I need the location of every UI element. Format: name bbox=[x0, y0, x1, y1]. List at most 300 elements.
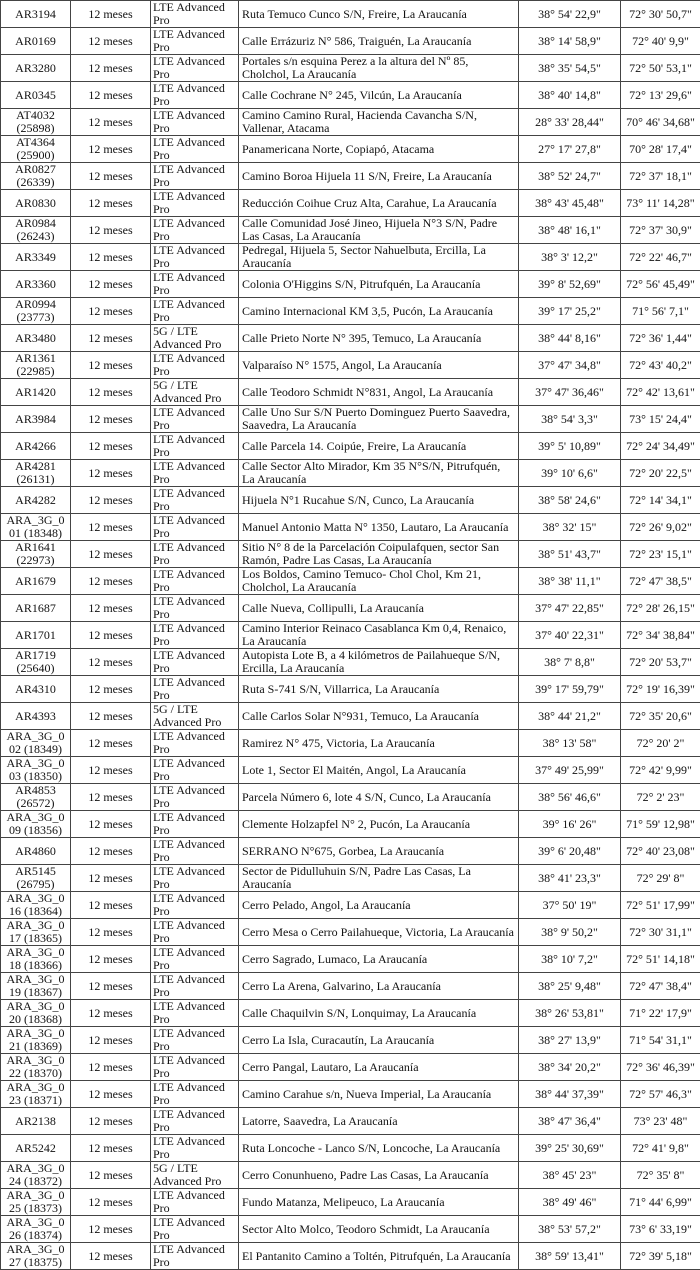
longitude-cell: 71° 22' 17,9" bbox=[621, 1000, 700, 1027]
table-row bbox=[1, 784, 700, 811]
technology-cell: LTE Advanced Pro bbox=[151, 298, 239, 325]
latitude-cell: 39° 25' 30,69" bbox=[519, 1135, 621, 1162]
site-code-cell: AR5145 (26795) bbox=[1, 865, 71, 892]
latitude-cell: 38° 25' 9,48" bbox=[519, 973, 621, 1000]
latitude-cell: 38° 51' 43,7" bbox=[519, 541, 621, 568]
contract-term-cell: 12 meses bbox=[71, 622, 151, 649]
site-code-cell: ARA_3G_0 02 (18349) bbox=[1, 730, 71, 757]
contract-term-cell: 12 meses bbox=[71, 865, 151, 892]
contract-term-cell: 12 meses bbox=[71, 703, 151, 730]
contract-term-cell: 12 meses bbox=[71, 271, 151, 298]
table-row bbox=[1, 1000, 700, 1027]
table-row bbox=[1, 514, 700, 541]
address-cell: Hijuela N°1 Rucahue S/N, Cunco, La Araucanía bbox=[239, 487, 519, 514]
address-cell: Camino Interior Reinaco Casablanca Km 0,4, Renaico, La Araucanía bbox=[239, 622, 519, 649]
technology-cell: 5G / LTE Advanced Pro bbox=[151, 379, 239, 406]
contract-term-cell: 12 meses bbox=[71, 973, 151, 1000]
address-cell: Manuel Antonio Matta N° 1350, Lautaro, La Araucanía bbox=[239, 514, 519, 541]
site-code-cell: ARA_3G_0 27 (18375) bbox=[1, 1243, 71, 1270]
longitude-cell: 72° 14' 34,1" bbox=[621, 487, 700, 514]
site-code-cell: AR3194 bbox=[1, 1, 71, 28]
address-cell: Ruta S-741 S/N, Villarrica, La Araucanía bbox=[239, 676, 519, 703]
site-code-cell: AR1641 (22973) bbox=[1, 541, 71, 568]
site-code-cell: AR0345 bbox=[1, 82, 71, 109]
table-row bbox=[1, 217, 700, 244]
latitude-cell: 38° 7' 8,8" bbox=[519, 649, 621, 676]
address-cell: Panamericana Norte, Copiapó, Atacama bbox=[239, 136, 519, 163]
technology-cell: LTE Advanced Pro bbox=[151, 1216, 239, 1243]
latitude-cell: 38° 49' 46" bbox=[519, 1189, 621, 1216]
address-cell: Calle Teodoro Schmidt N°831, Angol, La Araucanía bbox=[239, 379, 519, 406]
latitude-cell: 39° 17' 25,2" bbox=[519, 298, 621, 325]
site-code-cell: AR1361 (22985) bbox=[1, 352, 71, 379]
contract-term-cell: 12 meses bbox=[71, 487, 151, 514]
technology-cell: LTE Advanced Pro bbox=[151, 784, 239, 811]
site-code-cell: AR4281 (26131) bbox=[1, 460, 71, 487]
latitude-cell: 38° 44' 21,2" bbox=[519, 703, 621, 730]
longitude-cell: 72° 57' 46,3" bbox=[621, 1081, 700, 1108]
site-code-cell: AR1719 (25640) bbox=[1, 649, 71, 676]
address-cell: Calle Chaquilvin S/N, Lonquimay, La Araucanía bbox=[239, 1000, 519, 1027]
address-cell: SERRANO N°675, Gorbea, La Araucanía bbox=[239, 838, 519, 865]
technology-cell: LTE Advanced Pro bbox=[151, 649, 239, 676]
longitude-cell: 72° 19' 16,39" bbox=[621, 676, 700, 703]
longitude-cell: 72° 47' 38,5" bbox=[621, 568, 700, 595]
contract-term-cell: 12 meses bbox=[71, 1135, 151, 1162]
contract-term-cell: 12 meses bbox=[71, 838, 151, 865]
contract-term-cell: 12 meses bbox=[71, 109, 151, 136]
sites-table-body bbox=[1, 1, 700, 1270]
address-cell: Calle Comunidad José Jineo, Hijuela N°3 S/N, Padre Las Casas, La Araucanía bbox=[239, 217, 519, 244]
latitude-cell: 39° 16' 26" bbox=[519, 811, 621, 838]
address-cell: Camino Boroa Hijuela 11 S/N, Freire, La Araucanía bbox=[239, 163, 519, 190]
site-code-cell: ARA_3G_0 17 (18365) bbox=[1, 919, 71, 946]
technology-cell: LTE Advanced Pro bbox=[151, 595, 239, 622]
longitude-cell: 72° 2' 23" bbox=[621, 784, 700, 811]
address-cell: Portales s/n esquina Perez a la altura del Nº 85, Cholchol, La Araucanía bbox=[239, 55, 519, 82]
contract-term-cell: 12 meses bbox=[71, 406, 151, 433]
longitude-cell: 72° 51' 17,99" bbox=[621, 892, 700, 919]
longitude-cell: 72° 30' 50,7" bbox=[621, 1, 700, 28]
technology-cell: 5G / LTE Advanced Pro bbox=[151, 325, 239, 352]
latitude-cell: 38° 59' 13,41" bbox=[519, 1243, 621, 1270]
latitude-cell: 37° 47' 22,85" bbox=[519, 595, 621, 622]
table-row bbox=[1, 1162, 700, 1189]
longitude-cell: 72° 51' 14,18" bbox=[621, 946, 700, 973]
address-cell: Camino Camino Rural, Hacienda Cavancha S/N, Vallenar, Atacama bbox=[239, 109, 519, 136]
contract-term-cell: 12 meses bbox=[71, 325, 151, 352]
address-cell: Fundo Matanza, Melipeuco, La Araucanía bbox=[239, 1189, 519, 1216]
latitude-cell: 38° 38' 11,1" bbox=[519, 568, 621, 595]
latitude-cell: 37° 49' 25,99" bbox=[519, 757, 621, 784]
contract-term-cell: 12 meses bbox=[71, 811, 151, 838]
technology-cell: LTE Advanced Pro bbox=[151, 757, 239, 784]
site-code-cell: ARA_3G_0 03 (18350) bbox=[1, 757, 71, 784]
technology-cell: LTE Advanced Pro bbox=[151, 541, 239, 568]
latitude-cell: 38° 52' 24,7" bbox=[519, 163, 621, 190]
table-row bbox=[1, 865, 700, 892]
site-code-cell: ARA_3G_0 20 (18368) bbox=[1, 1000, 71, 1027]
latitude-cell: 38° 41' 23,3" bbox=[519, 865, 621, 892]
longitude-cell: 72° 20' 2" bbox=[621, 730, 700, 757]
contract-term-cell: 12 meses bbox=[71, 946, 151, 973]
table-row bbox=[1, 1054, 700, 1081]
latitude-cell: 38° 26' 53,81" bbox=[519, 1000, 621, 1027]
longitude-cell: 72° 24' 34,49" bbox=[621, 433, 700, 460]
site-code-cell: ARA_3G_0 18 (18366) bbox=[1, 946, 71, 973]
table-row bbox=[1, 1, 700, 28]
longitude-cell: 72° 40' 9,9" bbox=[621, 28, 700, 55]
technology-cell: LTE Advanced Pro bbox=[151, 622, 239, 649]
latitude-cell: 38° 44' 37,39" bbox=[519, 1081, 621, 1108]
address-cell: Lote 1, Sector El Maitén, Angol, La Araucanía bbox=[239, 757, 519, 784]
technology-cell: LTE Advanced Pro bbox=[151, 973, 239, 1000]
site-code-cell: AR0830 bbox=[1, 190, 71, 217]
longitude-cell: 72° 40' 23,08" bbox=[621, 838, 700, 865]
longitude-cell: 71° 44' 6,99" bbox=[621, 1189, 700, 1216]
site-code-cell: AR4393 bbox=[1, 703, 71, 730]
contract-term-cell: 12 meses bbox=[71, 217, 151, 244]
address-cell: Autopista Lote B, a 4 kilómetros de Pailahueque S/N, Ercilla, La Araucanía bbox=[239, 649, 519, 676]
table-row bbox=[1, 82, 700, 109]
latitude-cell: 38° 44' 8,16" bbox=[519, 325, 621, 352]
technology-cell: LTE Advanced Pro bbox=[151, 838, 239, 865]
address-cell: Calle Parcela 14. Coipúe, Freire, La Araucanía bbox=[239, 433, 519, 460]
address-cell: Cerro La Arena, Galvarino, La Araucanía bbox=[239, 973, 519, 1000]
technology-cell: LTE Advanced Pro bbox=[151, 487, 239, 514]
longitude-cell: 72° 35' 20,6" bbox=[621, 703, 700, 730]
table-row bbox=[1, 136, 700, 163]
site-code-cell: AR4266 bbox=[1, 433, 71, 460]
latitude-cell: 38° 27' 13,9" bbox=[519, 1027, 621, 1054]
table-row bbox=[1, 460, 700, 487]
longitude-cell: 70° 28' 17,4" bbox=[621, 136, 700, 163]
latitude-cell: 38° 34' 20,2" bbox=[519, 1054, 621, 1081]
site-code-cell: ARA_3G_0 21 (18369) bbox=[1, 1027, 71, 1054]
latitude-cell: 38° 9' 50,2" bbox=[519, 919, 621, 946]
latitude-cell: 39° 6' 20,48" bbox=[519, 838, 621, 865]
contract-term-cell: 12 meses bbox=[71, 1162, 151, 1189]
technology-cell: 5G / LTE Advanced Pro bbox=[151, 1162, 239, 1189]
technology-cell: 5G / LTE Advanced Pro bbox=[151, 703, 239, 730]
table-row bbox=[1, 487, 700, 514]
technology-cell: LTE Advanced Pro bbox=[151, 1189, 239, 1216]
contract-term-cell: 12 meses bbox=[71, 1000, 151, 1027]
table-row bbox=[1, 109, 700, 136]
address-cell: Colonia O'Higgins S/N, Pitrufquén, La Araucanía bbox=[239, 271, 519, 298]
table-row bbox=[1, 730, 700, 757]
table-row bbox=[1, 433, 700, 460]
table-row bbox=[1, 703, 700, 730]
technology-cell: LTE Advanced Pro bbox=[151, 568, 239, 595]
technology-cell: LTE Advanced Pro bbox=[151, 514, 239, 541]
table-row bbox=[1, 838, 700, 865]
site-code-cell: AR3480 bbox=[1, 325, 71, 352]
table-row bbox=[1, 811, 700, 838]
longitude-cell: 71° 56' 7,1" bbox=[621, 298, 700, 325]
site-code-cell: AT4032 (25898) bbox=[1, 109, 71, 136]
address-cell: Calle Sector Alto Mirador, Km 35 N°S/N, Pitrufquén, La Araucanía bbox=[239, 460, 519, 487]
contract-term-cell: 12 meses bbox=[71, 55, 151, 82]
site-code-cell: AR0169 bbox=[1, 28, 71, 55]
contract-term-cell: 12 meses bbox=[71, 1027, 151, 1054]
contract-term-cell: 12 meses bbox=[71, 1081, 151, 1108]
address-cell: Cerro Pelado, Angol, La Araucanía bbox=[239, 892, 519, 919]
technology-cell: LTE Advanced Pro bbox=[151, 190, 239, 217]
longitude-cell: 72° 34' 38,84" bbox=[621, 622, 700, 649]
site-code-cell: AT4364 (25900) bbox=[1, 136, 71, 163]
contract-term-cell: 12 meses bbox=[71, 595, 151, 622]
longitude-cell: 71° 59' 12,98" bbox=[621, 811, 700, 838]
technology-cell: LTE Advanced Pro bbox=[151, 1135, 239, 1162]
longitude-cell: 70° 46' 34,68" bbox=[621, 109, 700, 136]
contract-term-cell: 12 meses bbox=[71, 298, 151, 325]
contract-term-cell: 12 meses bbox=[71, 1108, 151, 1135]
table-row bbox=[1, 1189, 700, 1216]
table-row bbox=[1, 1216, 700, 1243]
longitude-cell: 72° 56' 45,49" bbox=[621, 271, 700, 298]
contract-term-cell: 12 meses bbox=[71, 1243, 151, 1270]
address-cell: Camino Carahue s/n, Nueva Imperial, La Araucanía bbox=[239, 1081, 519, 1108]
contract-term-cell: 12 meses bbox=[71, 82, 151, 109]
contract-term-cell: 12 meses bbox=[71, 919, 151, 946]
latitude-cell: 38° 40' 14,8" bbox=[519, 82, 621, 109]
longitude-cell: 73° 15' 24,4" bbox=[621, 406, 700, 433]
longitude-cell: 72° 36' 46,39" bbox=[621, 1054, 700, 1081]
table-row bbox=[1, 163, 700, 190]
site-code-cell: AR4282 bbox=[1, 487, 71, 514]
contract-term-cell: 12 meses bbox=[71, 379, 151, 406]
table-row bbox=[1, 676, 700, 703]
table-row bbox=[1, 325, 700, 352]
contract-term-cell: 12 meses bbox=[71, 244, 151, 271]
contract-term-cell: 12 meses bbox=[71, 514, 151, 541]
contract-term-cell: 12 meses bbox=[71, 541, 151, 568]
technology-cell: LTE Advanced Pro bbox=[151, 217, 239, 244]
address-cell: Cerro La Isla, Curacautín, La Araucanía bbox=[239, 1027, 519, 1054]
address-cell: Calle Nueva, Collipulli, La Araucanía bbox=[239, 595, 519, 622]
contract-term-cell: 12 meses bbox=[71, 1, 151, 28]
contract-term-cell: 12 meses bbox=[71, 1189, 151, 1216]
contract-term-cell: 12 meses bbox=[71, 163, 151, 190]
technology-cell: LTE Advanced Pro bbox=[151, 82, 239, 109]
technology-cell: LTE Advanced Pro bbox=[151, 1243, 239, 1270]
latitude-cell: 38° 10' 7,2" bbox=[519, 946, 621, 973]
latitude-cell: 38° 58' 24,6" bbox=[519, 487, 621, 514]
latitude-cell: 38° 53' 57,2" bbox=[519, 1216, 621, 1243]
latitude-cell: 38° 54' 22,9" bbox=[519, 1, 621, 28]
longitude-cell: 72° 35' 8" bbox=[621, 1162, 700, 1189]
longitude-cell: 72° 39' 5,18" bbox=[621, 1243, 700, 1270]
longitude-cell: 72° 37' 18,1" bbox=[621, 163, 700, 190]
contract-term-cell: 12 meses bbox=[71, 892, 151, 919]
table-row bbox=[1, 595, 700, 622]
site-code-cell: AR3349 bbox=[1, 244, 71, 271]
address-cell: Latorre, Saavedra, La Araucanía bbox=[239, 1108, 519, 1135]
longitude-cell: 72° 50' 53,1" bbox=[621, 55, 700, 82]
site-code-cell: AR2138 bbox=[1, 1108, 71, 1135]
contract-term-cell: 12 meses bbox=[71, 757, 151, 784]
longitude-cell: 72° 36' 1,44" bbox=[621, 325, 700, 352]
latitude-cell: 38° 3' 12,2" bbox=[519, 244, 621, 271]
technology-cell: LTE Advanced Pro bbox=[151, 865, 239, 892]
address-cell: Calle Uno Sur S/N Puerto Dominguez Puerto Saavedra, Saavedra, La Araucanía bbox=[239, 406, 519, 433]
table-row bbox=[1, 946, 700, 973]
site-code-cell: ARA_3G_0 23 (18371) bbox=[1, 1081, 71, 1108]
site-code-cell: ARA_3G_0 09 (18356) bbox=[1, 811, 71, 838]
address-cell: Clemente Holzapfel N° 2, Pucón, La Araucanía bbox=[239, 811, 519, 838]
site-code-cell: AR4853 (26572) bbox=[1, 784, 71, 811]
technology-cell: LTE Advanced Pro bbox=[151, 919, 239, 946]
address-cell: Camino Internacional KM 3,5, Pucón, La Araucanía bbox=[239, 298, 519, 325]
technology-cell: LTE Advanced Pro bbox=[151, 811, 239, 838]
longitude-cell: 72° 42' 9,99" bbox=[621, 757, 700, 784]
technology-cell: LTE Advanced Pro bbox=[151, 730, 239, 757]
site-code-cell: AR1679 bbox=[1, 568, 71, 595]
table-row bbox=[1, 1108, 700, 1135]
technology-cell: LTE Advanced Pro bbox=[151, 1, 239, 28]
longitude-cell: 72° 43' 40,2" bbox=[621, 352, 700, 379]
table-row bbox=[1, 892, 700, 919]
technology-cell: LTE Advanced Pro bbox=[151, 1054, 239, 1081]
contract-term-cell: 12 meses bbox=[71, 190, 151, 217]
address-cell: Cerro Conunhueno, Padre Las Casas, La Araucanía bbox=[239, 1162, 519, 1189]
address-cell: Ruta Loncoche - Lanco S/N, Loncoche, La Araucanía bbox=[239, 1135, 519, 1162]
site-code-cell: ARA_3G_0 19 (18367) bbox=[1, 973, 71, 1000]
address-cell: Calle Prieto Norte N° 395, Temuco, La Araucanía bbox=[239, 325, 519, 352]
longitude-cell: 72° 30' 31,1" bbox=[621, 919, 700, 946]
table-row bbox=[1, 406, 700, 433]
technology-cell: LTE Advanced Pro bbox=[151, 109, 239, 136]
longitude-cell: 72° 42' 13,61" bbox=[621, 379, 700, 406]
table-row bbox=[1, 1135, 700, 1162]
longitude-cell: 72° 28' 26,15" bbox=[621, 595, 700, 622]
technology-cell: LTE Advanced Pro bbox=[151, 946, 239, 973]
site-code-cell: AR1701 bbox=[1, 622, 71, 649]
address-cell: Ramirez N° 475, Victoria, La Araucanía bbox=[239, 730, 519, 757]
contract-term-cell: 12 meses bbox=[71, 136, 151, 163]
latitude-cell: 38° 54' 3,3" bbox=[519, 406, 621, 433]
site-code-cell: ARA_3G_0 22 (18370) bbox=[1, 1054, 71, 1081]
site-code-cell: AR4310 bbox=[1, 676, 71, 703]
address-cell: Ruta Temuco Cunco S/N, Freire, La Araucanía bbox=[239, 1, 519, 28]
site-code-cell: AR3280 bbox=[1, 55, 71, 82]
longitude-cell: 73° 11' 14,28" bbox=[621, 190, 700, 217]
contract-term-cell: 12 meses bbox=[71, 784, 151, 811]
table-row bbox=[1, 622, 700, 649]
site-code-cell: AR1420 bbox=[1, 379, 71, 406]
table-row bbox=[1, 271, 700, 298]
technology-cell: LTE Advanced Pro bbox=[151, 55, 239, 82]
technology-cell: LTE Advanced Pro bbox=[151, 271, 239, 298]
site-code-cell: AR0994 (23773) bbox=[1, 298, 71, 325]
site-code-cell: AR3360 bbox=[1, 271, 71, 298]
site-code-cell: AR0827 (26339) bbox=[1, 163, 71, 190]
longitude-cell: 72° 41' 9,8" bbox=[621, 1135, 700, 1162]
site-code-cell: AR0984 (26243) bbox=[1, 217, 71, 244]
contract-term-cell: 12 meses bbox=[71, 1216, 151, 1243]
technology-cell: LTE Advanced Pro bbox=[151, 433, 239, 460]
latitude-cell: 38° 13' 58" bbox=[519, 730, 621, 757]
latitude-cell: 39° 10' 6,6" bbox=[519, 460, 621, 487]
longitude-cell: 72° 37' 30,9" bbox=[621, 217, 700, 244]
site-code-cell: AR4860 bbox=[1, 838, 71, 865]
contract-term-cell: 12 meses bbox=[71, 1054, 151, 1081]
technology-cell: LTE Advanced Pro bbox=[151, 1000, 239, 1027]
technology-cell: LTE Advanced Pro bbox=[151, 28, 239, 55]
site-code-cell: ARA_3G_0 25 (18373) bbox=[1, 1189, 71, 1216]
longitude-cell: 72° 22' 46,7" bbox=[621, 244, 700, 271]
technology-cell: LTE Advanced Pro bbox=[151, 352, 239, 379]
contract-term-cell: 12 meses bbox=[71, 676, 151, 703]
longitude-cell: 72° 23' 15,1" bbox=[621, 541, 700, 568]
latitude-cell: 38° 45' 23" bbox=[519, 1162, 621, 1189]
address-cell: Cerro Sagrado, Lumaco, La Araucanía bbox=[239, 946, 519, 973]
table-row bbox=[1, 1081, 700, 1108]
technology-cell: LTE Advanced Pro bbox=[151, 1108, 239, 1135]
table-row bbox=[1, 379, 700, 406]
address-cell: El Pantanito Camino a Toltén, Pitrufquén, La Araucanía bbox=[239, 1243, 519, 1270]
longitude-cell: 72° 20' 53,7" bbox=[621, 649, 700, 676]
table-row bbox=[1, 649, 700, 676]
latitude-cell: 28° 33' 28,44" bbox=[519, 109, 621, 136]
technology-cell: LTE Advanced Pro bbox=[151, 163, 239, 190]
table-row bbox=[1, 973, 700, 1000]
technology-cell: LTE Advanced Pro bbox=[151, 244, 239, 271]
address-cell: Reducción Coihue Cruz Alta, Carahue, La Araucanía bbox=[239, 190, 519, 217]
technology-cell: LTE Advanced Pro bbox=[151, 892, 239, 919]
latitude-cell: 37° 50' 19" bbox=[519, 892, 621, 919]
table-row bbox=[1, 757, 700, 784]
latitude-cell: 38° 32' 15" bbox=[519, 514, 621, 541]
contract-term-cell: 12 meses bbox=[71, 730, 151, 757]
longitude-cell: 72° 29' 8" bbox=[621, 865, 700, 892]
latitude-cell: 37° 47' 36,46" bbox=[519, 379, 621, 406]
latitude-cell: 39° 8' 52,69" bbox=[519, 271, 621, 298]
site-code-cell: ARA_3G_0 24 (18372) bbox=[1, 1162, 71, 1189]
latitude-cell: 38° 56' 46,6" bbox=[519, 784, 621, 811]
latitude-cell: 38° 48' 16,1" bbox=[519, 217, 621, 244]
longitude-cell: 72° 20' 22,5" bbox=[621, 460, 700, 487]
address-cell: Parcela Número 6, lote 4 S/N, Cunco, La Araucanía bbox=[239, 784, 519, 811]
longitude-cell: 71° 54' 31,1" bbox=[621, 1027, 700, 1054]
table-row bbox=[1, 1243, 700, 1270]
address-cell: Sitio N° 8 de la Parcelación Coipulafquen, sector San Ramón, Padre Las Casas, La Araucanía bbox=[239, 541, 519, 568]
longitude-cell: 73° 6' 33,19" bbox=[621, 1216, 700, 1243]
address-cell: Sector Alto Molco, Teodoro Schmidt, La Araucanía bbox=[239, 1216, 519, 1243]
address-cell: Cerro Pangal, Lautaro, La Araucanía bbox=[239, 1054, 519, 1081]
technology-cell: LTE Advanced Pro bbox=[151, 1081, 239, 1108]
address-cell: Sector de Pidulluhuin S/N, Padre Las Casas, La Araucanía bbox=[239, 865, 519, 892]
latitude-cell: 38° 14' 58,9" bbox=[519, 28, 621, 55]
latitude-cell: 37° 40' 22,31" bbox=[519, 622, 621, 649]
table-row bbox=[1, 28, 700, 55]
latitude-cell: 39° 5' 10,89" bbox=[519, 433, 621, 460]
address-cell: Calle Errázuriz N° 586, Traiguén, La Araucanía bbox=[239, 28, 519, 55]
contract-term-cell: 12 meses bbox=[71, 460, 151, 487]
table-row bbox=[1, 541, 700, 568]
latitude-cell: 38° 35' 54,5" bbox=[519, 55, 621, 82]
address-cell: Pedregal, Hijuela 5, Sector Nahuelbuta, Ercilla, La Araucanía bbox=[239, 244, 519, 271]
technology-cell: LTE Advanced Pro bbox=[151, 676, 239, 703]
longitude-cell: 73° 23' 48" bbox=[621, 1108, 700, 1135]
longitude-cell: 72° 47' 38,4" bbox=[621, 973, 700, 1000]
table-row bbox=[1, 568, 700, 595]
table-row bbox=[1, 298, 700, 325]
table-row bbox=[1, 244, 700, 271]
table-row bbox=[1, 352, 700, 379]
latitude-cell: 38° 43' 45,48" bbox=[519, 190, 621, 217]
